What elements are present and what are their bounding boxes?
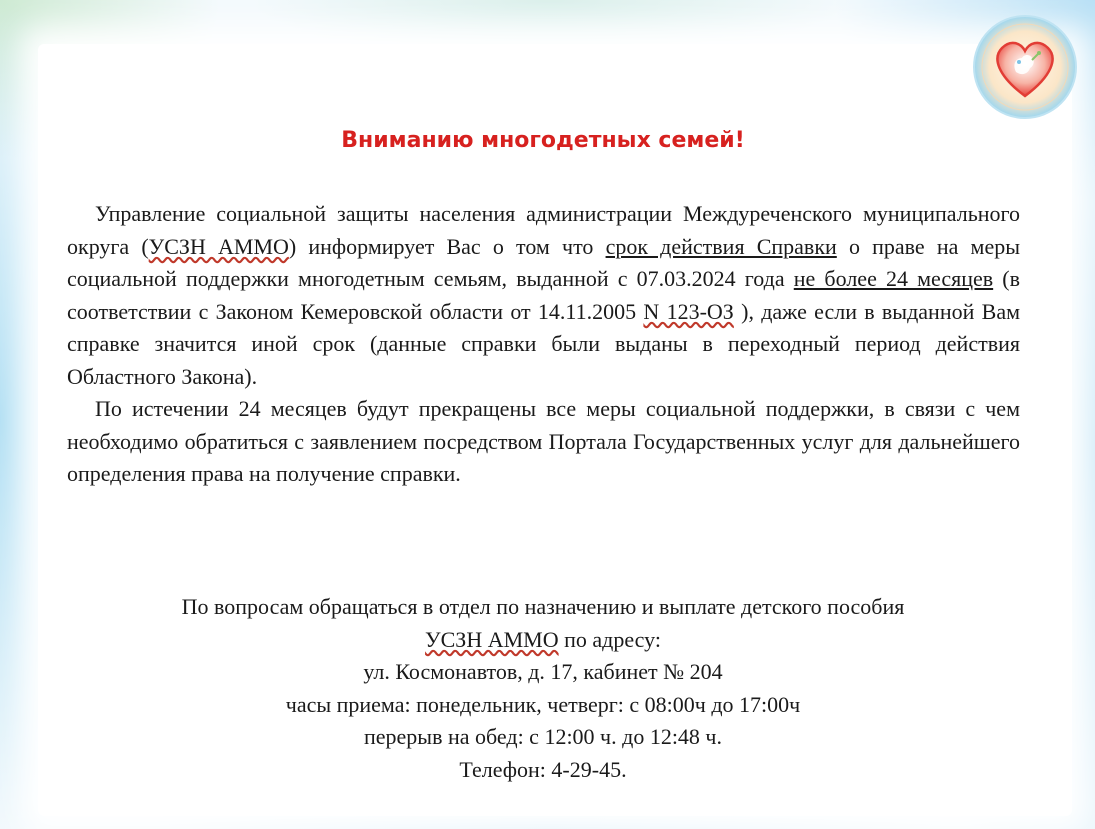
document-sheet xyxy=(38,44,1072,816)
paragraph-1-part-1: Управление социальной защиты населения администрации Междуреченского муниципального округа ( xyxy=(67,201,1020,259)
document-body xyxy=(67,198,1020,491)
paragraph-2: По истечении 24 месяцев будут прекращены все меры социальной поддержки, в связи с чем необходимо обратиться с заявлением посредством Портала Государственных услуг для дальнейшего определения права на получение справки. xyxy=(67,396,1020,486)
paragraph-1-part-5: ), даже если в выданной Вам справке значится иной срок (данные справки были выданы в переходный период действия Областного Закона). xyxy=(67,298,1021,389)
contact-address: ул. Космонавтов, д. 17, кабинет № 204 xyxy=(363,659,723,684)
period-limit-underlined: не более 24 месяцев xyxy=(793,266,994,291)
contact-line-department: По вопросам обращаться в отдел по назначению и выплате детского пособия xyxy=(181,594,905,619)
contact-lunch-break: перерыв на обед: с 12:00 ч. до 12:48 ч. xyxy=(363,724,722,749)
paragraph-1-part-4: (в соответствии с Законом Кемеровской области от 14.11.2005 xyxy=(67,266,1021,324)
contact-phone: Телефон: 4-29-45. xyxy=(459,756,627,782)
contact-hours: часы приема: понедельник, четверг: с 08:00ч до 17:00ч xyxy=(285,691,801,717)
heart-emblem-icon xyxy=(972,14,1078,120)
org-abbreviation: УСЗН АММО xyxy=(148,233,289,259)
law-number: N 123-ОЗ xyxy=(643,298,734,324)
contact-address-intro-text: по адресу: xyxy=(558,626,661,652)
validity-term-underlined: срок действия Справки xyxy=(605,233,837,259)
contact-org-abbreviation: УСЗН АММО xyxy=(425,626,559,652)
paragraph-1-part-2: ) информирует Вас о том что xyxy=(288,233,606,259)
paragraph-1-part-3: о праве на меры социальной поддержки многодетным семьям, выданной с 07.03.2024 года xyxy=(67,233,1020,291)
contact-block xyxy=(38,591,1048,786)
contact-line-address-intro xyxy=(38,624,1048,657)
document-title: Вниманию многодетных семей! xyxy=(341,128,745,153)
paragraph-1 xyxy=(67,198,1020,393)
